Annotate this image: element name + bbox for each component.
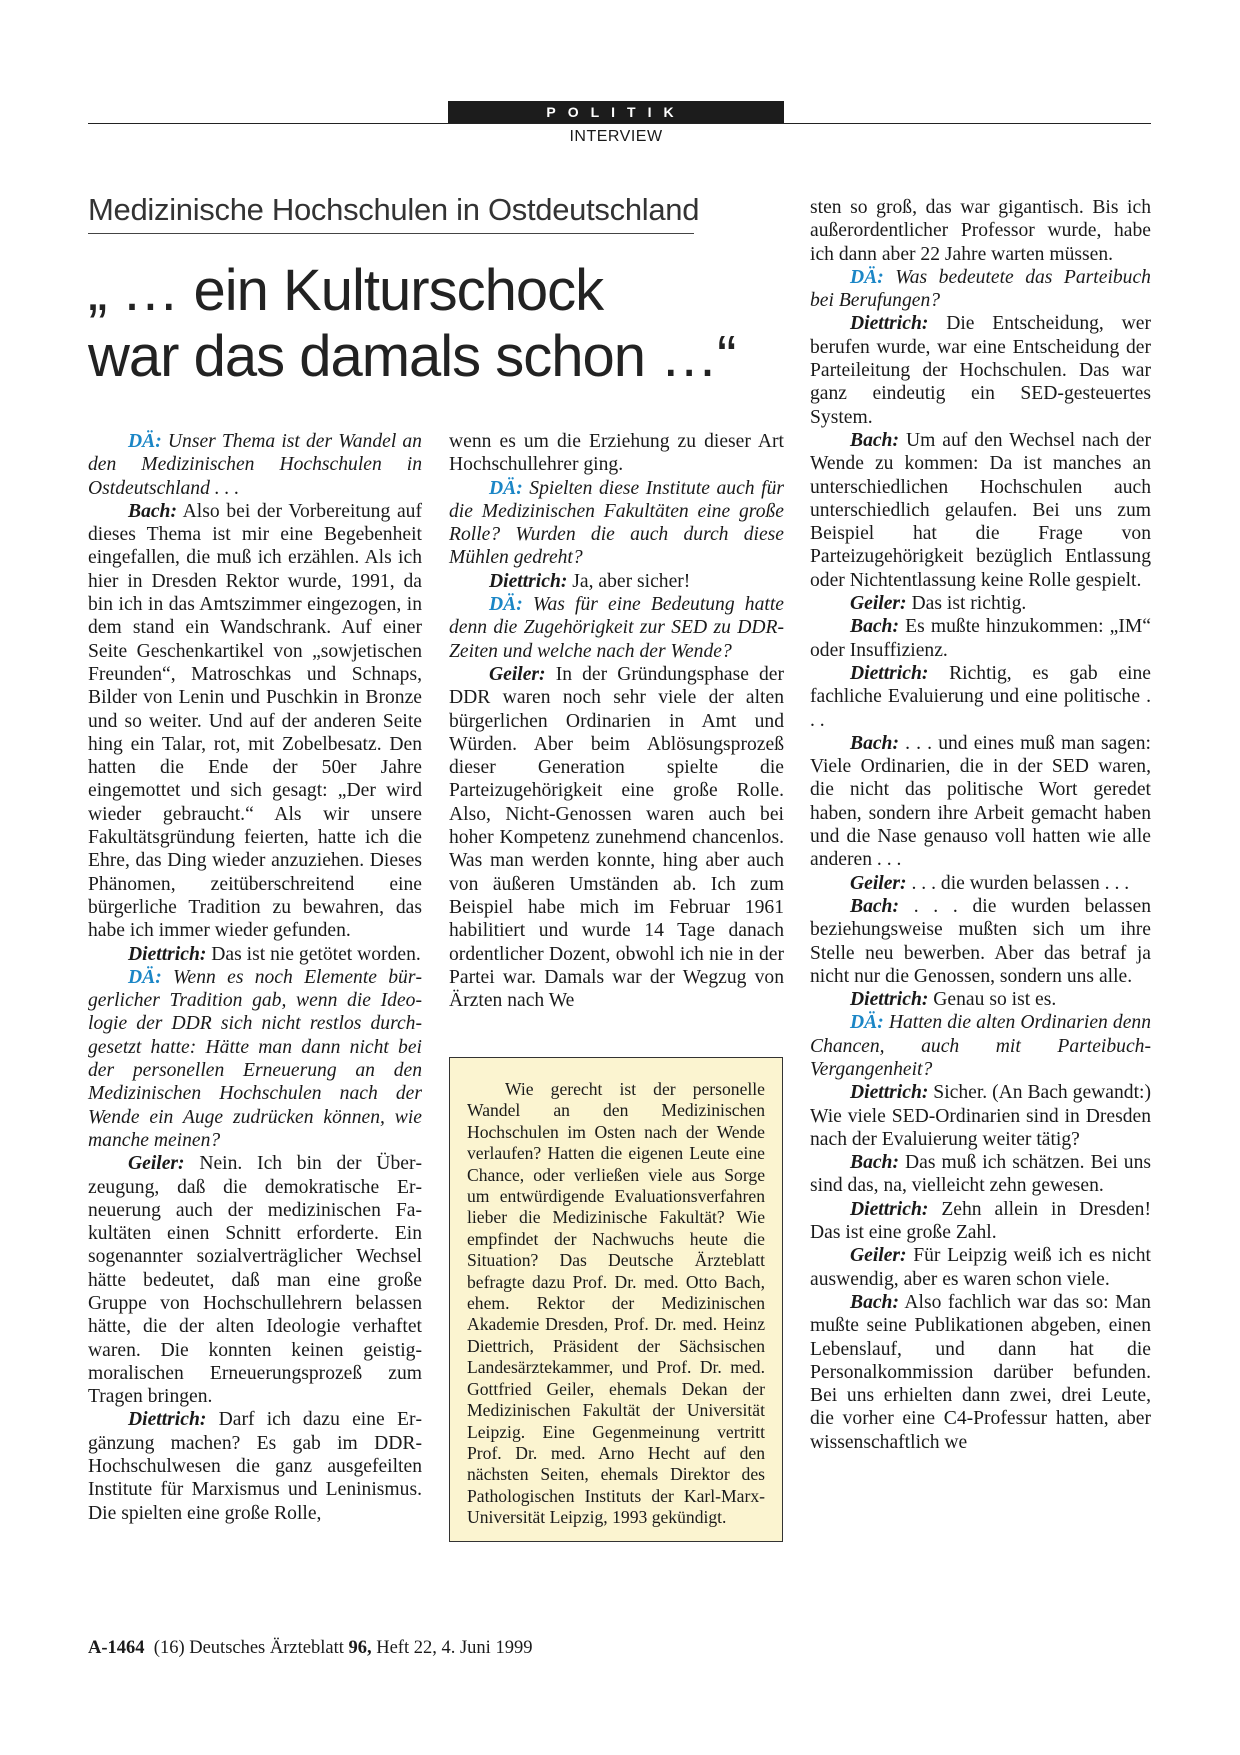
speaker-label: Diettrich: [850, 1198, 929, 1220]
interview-paragraph [810, 662, 1151, 732]
kicker-rule [88, 233, 694, 234]
answer-text: Das ist nie getötet worden. [211, 943, 421, 965]
speaker-label: Diettrich: [128, 943, 207, 965]
speaker-label: Diettrich: [128, 1409, 207, 1431]
interview-paragraph [810, 196, 1151, 266]
footer-volume: 96, [348, 1638, 372, 1658]
speaker-label: Bach: [850, 429, 899, 451]
speaker-label: Bach: [850, 732, 899, 754]
speaker-label: Geiler: [128, 1153, 185, 1175]
footer-journal: (16) Deutsches Ärzteblatt [153, 1638, 344, 1658]
page-number: A-1464 [88, 1638, 145, 1658]
speaker-label: Diettrich: [850, 989, 929, 1011]
interview-paragraph [810, 988, 1151, 1011]
interview-paragraph [810, 615, 1151, 662]
section-label: POLITIK [448, 101, 784, 123]
speaker-label: Bach: [850, 1291, 899, 1313]
answer-text: Richtig, es gab eine fachliche Evaluierung und eine politische . . . [810, 662, 1151, 731]
interviewer-label: DÄ: [850, 266, 884, 288]
interview-paragraph [810, 872, 1151, 895]
answer-text: . . . und eines muß man sagen: Viele Ordinarien, die in der SED waren, die nicht das politische Wort geredet haben, sondern ihre Arbeit gemacht haben und die Nase genauso voll hatten wie alle anderen . . . [810, 732, 1151, 871]
interview-paragraph [88, 500, 422, 943]
question-text: Hatten die alten Ordinarien denn Chancen, auch mit Parteibuch-Vergangenheit? [810, 1012, 1151, 1080]
interview-paragraph [449, 477, 784, 570]
answer-text: Das muß ich schätzen. Bei uns sind das, na, vielleicht zehn gewesen. [810, 1152, 1151, 1197]
interview-paragraph [88, 430, 422, 500]
answer-text: Darf ich dazu eine Ergänzung machen? Es gab im DDR-Hochschulwesen die ganz ausgefeilten Institute für Marxismus und Leninismus. Die spielten eine große Rolle, [88, 1409, 422, 1524]
interview-paragraph [810, 1244, 1151, 1291]
interview-paragraph [810, 895, 1151, 988]
speaker-label: Diettrich: [489, 570, 568, 592]
headline-line-2: war das damals schon …“ [88, 324, 736, 389]
answer-text: sten so groß, das war gigantisch. Bis ich außerordentlicher Professor wurde, habe ich dann aber 22 Jahre warten müssen. [810, 197, 1151, 265]
interview-paragraph [810, 1011, 1151, 1081]
interview-paragraph [810, 1151, 1151, 1198]
speaker-label: Geiler: [850, 593, 907, 615]
answer-text: Zehn allein in Dresden! Das ist eine große Zahl. [810, 1198, 1151, 1244]
answer-text: Das ist richtig. [911, 593, 1027, 615]
header-rule [88, 123, 1151, 124]
answer-text: Sicher. (An Bach gewandt:) Wie viele SED-Ordinarien sind in Dresden nach der Evaluierung weiter tätig? [810, 1082, 1151, 1150]
footer-issue: Heft 22, 4. Juni 1999 [376, 1638, 533, 1658]
interview-paragraph [449, 570, 784, 593]
answer-text: Also bei der Vorbereitung auf dieses Thema ist mir eine Begebenheit eingefallen, die muß ich erzählen. Als ich hier in Dresden Rektor wurde, 1991, da bin ich in das Amtszimmer eingezogen, in dem stand ein Wandschrank. Auf einer Seite Geschenkartikel von „sowjetischen Freunden“, Matroschkas und Schnaps, Bilder von Lenin und Puschkin in Bronze und so weiter. Und auf der anderen Seite hing ein Talar, rot, mit Zobelbesatz. Den hatten die Ende der 50er Jahre eingemottet und sich gesagt: „Der wird wieder gebraucht.“ Als wir unsere Fakultätsgründung feierten, hatte ich die Ehre, das Ding wieder anzuziehen. Dieses Phänomen, zeitüberschreitend eine bürgerliche Tradition zu bewahren, das habe ich immer wieder gefunden. [88, 500, 422, 942]
answer-text: Ja, aber sicher! [572, 570, 691, 592]
speaker-label: Diettrich: [850, 662, 929, 684]
speaker-label: Diettrich: [850, 313, 929, 335]
speaker-label: Diettrich: [850, 1082, 929, 1104]
subsection-label: INTERVIEW [569, 128, 663, 145]
interview-paragraph [88, 943, 422, 966]
answer-text: . . . die wurden belassen beziehungsweise mußten sich um ihre Stelle neu bewerben. Aber das betraf ja nicht nur die Genossen, sondern uns alle. [810, 895, 1152, 987]
speaker-label: Geiler: [850, 872, 907, 894]
interview-paragraph [810, 1291, 1151, 1454]
interview-paragraph [449, 593, 784, 663]
interviewer-label: DÄ: [128, 431, 162, 452]
interview-paragraph [810, 732, 1151, 872]
text-column-3 [810, 196, 1151, 1454]
interviewer-label: DÄ: [850, 1012, 884, 1034]
headline-line-1: „ … ein Kulturschock [88, 258, 604, 323]
answer-text: Also fachlich war das so: Man mußte seine Publikationen abgeben, einen Lebenslauf, und dann hat die Personalkommission darüber befunden. Bei uns erhielten dann zwei, drei Leute, die vorher eine C4-Professur hatten, aber wissenschaftlich we [810, 1291, 1151, 1453]
answer-text: . . . die wurden belassen . . . [911, 872, 1130, 894]
intro-box [449, 1057, 783, 1542]
interview-paragraph [88, 1408, 422, 1524]
speaker-label: Bach: [850, 895, 899, 917]
speaker-label: Bach: [850, 616, 899, 638]
question-text: Was bedeutete das Parteibuch bei Berufungen? [810, 266, 1151, 312]
intro-box-text: Wie gerecht ist der personelle Wandel an den Medizinischen Hochschulen im Osten nach der Wende verlaufen? Hatten die eigenen Leute eine Chance, oder verließen viele aus Sorge um entwürdigende Evaluationsverfahren lieber die Medizinische Fakultät? Wie empfindet der Nachwuchs heute die Situation? Das Deutsche Ärzteblatt befragte dazu Prof. Dr. med. Otto Bach, ehem. Rektor der Medizinischen Akademie Dresden, Prof. Dr. med. Heinz Diettrich, Präsident der Sächsischen Landesärztekammer, und Prof. Dr. med. Gottfried Geiler, ehemals Dekan der Medizinischen Fakultät der Universität Leipzig. Eine Gegenmeinung vertritt Prof. Dr. med. Arno Hecht auf den nächsten Seiten, ehemals Direktor des Pathologischen Instituts der Karl-Marx-Universität Leipzig, 1993 gekündigt. [467, 1079, 765, 1528]
interview-paragraph [810, 592, 1151, 615]
text-column-2 [449, 430, 784, 1012]
article-headline [88, 258, 748, 390]
speaker-label: Bach: [850, 1152, 899, 1174]
interview-paragraph [810, 1081, 1151, 1151]
interviewer-label: DÄ: [128, 966, 162, 988]
answer-text: Die Entscheidung, wer berufen wurde, war eine Entscheidung der Parteileitung der Hochschulen. Das war ganz eindeutig ein SED-gesteuertes System. [810, 313, 1152, 428]
answer-text: Genau so ist es. [933, 989, 1057, 1011]
answer-text: In der Gründungsphase der DDR waren noch sehr viele der alten bürgerlichen Ordinarien in Amt und Würden. Aber beim Ablösungsprozeß dieser Generation spielte die Parteizugehörigkeit eine große Rolle. Also, Nicht-Genossen waren auch bei hoher Kompetenz zunehmend chancenlos. Was man werden konnte, hing aber auch von äußeren Umständen ab. Ich zum Beispiel habe mich im Februar 1961 habilitiert und wurde 14 Tage danach ordentlicher Dozent, obwohl ich nie in der Partei war. Damals war der Wegzug von Ärzten nach We [449, 663, 784, 1012]
speaker-label: Geiler: [489, 663, 546, 685]
article-kicker: Medizinische Hochschulen in Ostdeutschland [88, 192, 700, 227]
question-text: Wenn es noch Elemente bürgerlicher Tradition gab, wenn die Ideologie der DDR sich nicht restlos durchgesetzt hatte: Hätte man dann nicht bei der personellen Erneuerung an den Medizinischen Hochschulen nach der Wende ein Auge zudrücken können, wie manche meinen? [88, 966, 422, 1151]
interview-paragraph [449, 430, 784, 477]
interview-paragraph [88, 1152, 422, 1408]
question-text: Unser Thema ist der Wandel an den Medizinischen Hochschulen in Ostdeutschland . . . [88, 431, 422, 499]
text-column-1 [88, 430, 422, 1525]
interviewer-label: DÄ: [489, 594, 523, 616]
answer-text: Nein. Ich bin der Überzeugung, daß die demokratische Erneuerung auch der medizinischen Fakultäten einen Schnitt erforderte. Ein sogenannter sozialverträglicher Wechsel hätte bedeutet, daß man eine große Gruppe von Hochschullehrern belassen hätte, die der alten Ideologie verhaftet waren. Die konnten keinen geistig-moralischen Erneuerungsprozeß zum Tragen bringen. [88, 1153, 422, 1408]
question-text: Spielten diese Institute auch für die Medizinischen Fakultäten eine große Rolle? Wurden die auch durch diese Mühlen gedreht? [449, 477, 784, 569]
interviewer-label: DÄ: [489, 477, 523, 499]
answer-text: Um auf den Wechsel nach der Wende zu kommen: Da ist manches an unterschiedlichen Hochschulen auch unterschiedlich gelaufen. Bei uns zum Beispiel hat die Frage von Parteizugehörigkeit bezüglich Entlassung oder Nichtentlassung keine Rolle gespielt. [810, 429, 1151, 591]
page-footer [88, 1638, 532, 1659]
interview-paragraph [810, 312, 1151, 428]
interview-paragraph [810, 1198, 1151, 1245]
answer-text: Es mußte hinzukommen: „IM“ oder Insuffizienz. [810, 616, 1151, 661]
interview-paragraph [449, 663, 784, 1012]
interview-paragraph [810, 429, 1151, 592]
interview-paragraph [88, 966, 422, 1152]
speaker-label: Bach: [128, 500, 177, 522]
answer-text: wenn es um die Erziehung zu dieser Art Hochschullehrer ging. [449, 431, 784, 476]
interview-paragraph [810, 266, 1151, 313]
question-text: Was für eine Bedeutung hatte denn die Zugehörigkeit zur SED zu DDR-Zeiten und welche nach der Wende? [449, 594, 784, 662]
answer-text: Für Leipzig weiß ich es nicht auswendig, aber es waren schon viele. [810, 1245, 1151, 1290]
speaker-label: Geiler: [850, 1245, 907, 1267]
